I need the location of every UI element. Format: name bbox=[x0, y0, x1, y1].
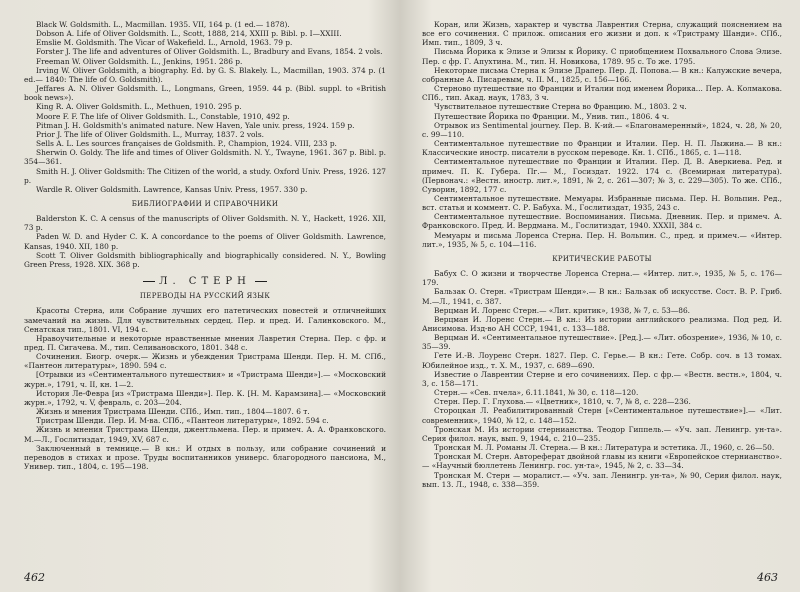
bibliography-entry: Moore F. F. The life of Oliver Goldsmith. L., Constable, 1910, 492 p. bbox=[36, 111, 290, 121]
bibliography-entry: Sherwin O. Goldy. The life and times of Oliver Goldsmith. N. Y., Twayne, 1961. 367 p. Bibl. p. 354—361. bbox=[24, 148, 386, 167]
page-number-right: 463 bbox=[757, 570, 778, 584]
translations-heading: ПЕРЕВОДЫ НА РУССКИЙ ЯЗЫК bbox=[139, 292, 271, 301]
bibliography-entry: Тронская М. Л. Романы Л. Стерна.— В кн.: Литература и эстетика. Л., 1960, с. 26—50. bbox=[434, 443, 775, 453]
bibliography-entry: Forster J. The life and adventures of Oliver Goldsmith. L., Bradbury and Evans, 1854. 2 vols. bbox=[36, 47, 383, 57]
bibliography-entry: Irving W. Oliver Goldsmith, a biography. Ed. by G. S. Blakely. L., Macmillan, 1903. 374 p. (1 ed.— 1840: The life of O. Goldsmith). bbox=[24, 65, 386, 84]
bibliography-entry: Dobson A. Life of Oliver Goldsmith. L., Scott, 1888, 214, XXIII p. Bibl. p. I—XXIII. bbox=[36, 29, 342, 39]
bibliography-entry: Sells A. L. Les sources françaises de Goldsmith. P., Champion, 1924. VIII, 233 p. bbox=[36, 139, 337, 149]
bibliography-entry: Некоторые письма Стерна к Элизе Драпер. Пер. Д. Попова.— В кн.: Калужские вечера, собранные А. Писаревым, ч. II. М., 1825, с. 156—166. bbox=[422, 65, 782, 84]
translations-continued-list bbox=[422, 20, 782, 249]
bibliography-entry: Бабух С. О жизни и творчестве Лоренса Стерна.— «Интер. лит.», 1935, № 5, с. 176—179. bbox=[422, 269, 782, 288]
bibliography-entry: Гете И.-В. Лоуренс Стерн. 1827. Пер. С. Герье.— В кн.: Гете. Собр. соч. в 13 томах. Юбилейное изд., т. Х. М., 1937, с. 689—690. bbox=[422, 351, 782, 370]
bibliography-entry: Коран, или Жизнь, характер и чувства Лаврентия Стерна, служащий пояснением на все его сочинения. С прилож. описания его жизни и доп. к «Тристраму Шанди». СПб., Имп. тип., 1809, 3 ч. bbox=[422, 20, 782, 48]
bibliography-entry: Жизнь и мнения Тристрама Шенди. СПб., Имп. тип., 1804—1807. 6 т. bbox=[36, 407, 310, 417]
bibliography-entry: Freeman W. Oliver Goldsmith. L., Jenkins, 1951. 286 p. bbox=[36, 56, 243, 66]
bibliography-entry: Scott T. Oliver Goldsmith bibliographically and biographically considered. N. Y., Bowling Green Press, 1928. XIX. 368 p. bbox=[24, 250, 386, 269]
criticism-list bbox=[422, 269, 782, 489]
bibliography-entry: Мемуары и письма Лоренса Стерна. Пер. Н. Вольпин. С., пред. и примеч.— «Интер. лит.», 1935, № 5, с. 104—116. bbox=[422, 230, 782, 249]
bibliography-entry: Чувствительное путешествие Стерна во Францию. М., 1803. 2 ч. bbox=[434, 102, 687, 112]
bibliography-entry: Сентиментальное путешествие. Воспоминания. Письма. Дневник. Пер. и примеч. А. Франковского. Пред. И. Вердмана. М., Гослитиздат, 1940. XXXII, 384 с. bbox=[422, 212, 782, 231]
bibliography-entry: Отрывок из Sentimental journey. Пер. В. К-ий.— «Благонамеренный», 1824, ч. 28, № 20, с. 99—110. bbox=[422, 120, 782, 139]
criticism-heading: КРИТИЧЕСКИЕ РАБОТЫ bbox=[552, 254, 652, 263]
right-page bbox=[400, 0, 800, 592]
goldsmith-monographs-list bbox=[24, 20, 386, 194]
bibliography-entry: Известие о Лаврентии Стерне и его сочинениях. Пер. с фр.— «Вестн. вестн.», 1804, ч. 3, с. 158—171. bbox=[422, 369, 782, 388]
bibliography-entry: Сентиментальное путешествие по Франции и Италии. Пер. Д. В. Аверкиева. Ред. и примеч. П. К. Губера. Пг.— М., Госиздат. 1922. 174 с. (Всемирная литература). (Первонач.: «Вестн. иностр. лит.», 1891, № 2, с. 261—307; № 3, с. 229—305). То же. СПб., Суворин, 1892, 177 с. bbox=[422, 157, 782, 194]
bibliography-entry: Jeffares A. N. Oliver Goldsmith. L., Longmans, Green, 1959. 44 p. (Bibl. suppl. to «British book news»). bbox=[24, 84, 386, 103]
bibliography-entry: Нравоучительные и некоторые нравственные мнения Лавретия Стерна. Пер. с фр. и пред. П. Сигачева. М., тип. Селивановского, 1801. 348 с. bbox=[24, 333, 386, 352]
bibliography-entry: Красоты Стерна, или Собрание лучших его патетических повестей и отличнейших замечаний на жизнь. Для чувствительных сердец. Пер. и пред. И. Галинковского. М., Сенатская тип., 1801. VI, 194 с. bbox=[24, 306, 386, 334]
bibliography-entry: Emslie M. Goldsmith. The Vicar of Wakefield. L., Arnold, 1963. 79 p. bbox=[36, 38, 293, 48]
bibliography-entry: Balderston K. C. A census of the manuscripts of Oliver Goldsmith. N. Y., Hackett, 1926. XII, 73 p. bbox=[24, 214, 386, 233]
bibliography-entry: Сентиментальное путешествие. Мемуары. Избранные письма. Пер. Н. Вольпин. Ред., вст. статья и коммент. С. Р. Бабуха. М., Гослитиздат, 1935, 243 с. bbox=[422, 193, 782, 213]
bibliography-entry: Стерн.— «Сев. пчела», 6.11.1841, № 30, с. 118—120. bbox=[434, 388, 639, 398]
translations-list bbox=[24, 306, 386, 471]
bibliography-entry: Верцман И. Лоренс Стерн.— В кн.: Из истории английского реализма. Под ред. И. Анисимова. Изд-во АН СССР, 1941, с. 133—188. bbox=[422, 314, 782, 333]
bibliography-entry: Стороцкая Л. Реабилитированный Стерн [«Сентиментальное путешествие»].— «Лит. современник», 1940, № 12, с. 148—152. bbox=[422, 406, 782, 425]
bibliography-entry: Стерново путешествие по Франции и Италии под именем Йорика... Пер. А. Колмакова. СПб., тип. Акад. наук, 1783, 3 ч. bbox=[422, 84, 782, 103]
bibliography-entry: Сентиментальное путешествие по Франции и Италии. Пер. Н. П. Лыжина.— В кн.: Классические иностр. писатели в русском переводе. Кн. 1. СПб., 1865, с. 1—118. bbox=[422, 139, 782, 158]
title-divider-left bbox=[143, 281, 155, 282]
bibliography-entry: Путешествие Йорика по Франции. М., Унив. тип., 1806. 4 ч. bbox=[434, 111, 670, 121]
bibliography-entry: Wardle R. Oliver Goldsmith. Lawrence, Kansas Univ. Press, 1957. 330 p. bbox=[36, 184, 308, 194]
sterne-section-title-text: Л. СТЕРН bbox=[159, 276, 251, 288]
bibliography-entry: Pitman J. H. Goldsmith's animated nature. New Haven, Yale univ. press, 1924. 159 p. bbox=[36, 120, 355, 130]
bibliography-entry: История Ле-Февра [из «Тристрама Шенди»]. Пер. К. [Н. М. Карамзина].— «Московский журн.», 1792, ч. V, февраль, с. 203—204. bbox=[24, 388, 386, 407]
bibliography-entry: Заключенный в темнице.— В кн.: И отдых в пользу, или собрание сочинений и переводов в стихах и прозе. Труды воспитанников универс. благородного пансиона, М., Универ. тип., 1804, с. 195—198. bbox=[24, 443, 386, 472]
bibliography-entry: Smith H. J. Oliver Goldsmith: The Citizen of the world, a study. Oxford Univ. Press, 1926. 127 p. bbox=[24, 166, 386, 185]
title-divider-right bbox=[255, 281, 267, 282]
bibliography-entry: Бальзак О. Стерн. «Тристрам Шенди».— В кн.: Бальзак об искусстве. Сост. В. Р. Гриб. М.—Л., 1941, с. 387. bbox=[422, 287, 782, 306]
sterne-section-title bbox=[24, 277, 386, 286]
bibliography-list bbox=[24, 214, 386, 269]
page-number-left: 462 bbox=[24, 570, 45, 584]
bibliography-entry: [Отрывки из «Сентиментального путешествия» и «Тристрама Шенди»].— «Московский журн.», 1791, ч. II, кн. 1—2. bbox=[24, 370, 386, 389]
bibliography-entry: Верцман И. «Сентиментальное путешествие». [Ред.].— «Лит. обозрение», 1936, № 10, с. 35—39. bbox=[422, 333, 782, 352]
bibliography-entry: Тронская М. Стерн — моралист.— «Уч. зап. Ленингр. ун-та», № 90, Серия филол. наук, вып. 13. Л., 1948, с. 338—359. bbox=[422, 470, 782, 489]
bibliography-entry: Paden W. D. and Hyder C. K. A concordance to the poems of Oliver Goldsmith. Lawrence, Kansas, 1940. XII, 180 p. bbox=[24, 232, 386, 251]
bibliography-entry: Black W. Goldsmith. L., Macmillan. 1935. VII, 164 p. (1 ed.— 1878). bbox=[36, 20, 290, 29]
bibliography-entry: Письма Йорика к Элизе и Элизы к Йорику. С приобщением Похвального Слова Элизе. Пер. с фр. Г. Апухтина. М., тип. Н. Новикова, 1789. 95 с. То же. 1795. bbox=[422, 47, 782, 66]
bibliography-entry: Тристрам Шенди. Пер. И. М-ва. СПб., «Пантеон литературы», 1892. 594 с. bbox=[36, 416, 329, 426]
bibliography-entry: Тронская М. Стерн. Автореферат двойной главы из книги «Европейское стернианство».— «Научный бюллетень Ленингр. гос. ун-та», 1945, № 2, с. 33—34. bbox=[422, 452, 782, 471]
bibliography-entry: Тронская М. Из истории стернианства. Теодор Гиппель.— «Уч. зап. Ленингр. ун-та». Серия филол. наук, вып. 9, 1944, с. 210—235. bbox=[422, 424, 782, 443]
bibliography-heading: БИБЛИОГРАФИИ И СПРАВОЧНИКИ bbox=[131, 199, 279, 208]
bibliography-entry: King R. A. Oliver Goldsmith. L., Methuen, 1910. 295 p. bbox=[36, 102, 242, 112]
bibliography-entry: Верцман И. Лоренс Стерн.— «Лит. критик», 1938, № 7, с. 53—86. bbox=[434, 305, 691, 315]
bibliography-entry: Prior J. The life of Oliver Goldsmith. L., Murray, 1837. 2 vols. bbox=[36, 129, 265, 139]
bibliography-entry: Сочинения. Биогр. очерк.— Жизнь и убеждения Тристрама Шенди. Пер. Н. М. СПб., «Пантеон литературы», 1890. 594 с. bbox=[24, 352, 386, 371]
bibliography-entry: Жизнь и мнения Тристрама Шенди, джентльмена. Пер. и примеч. А. А. Франковского. М.—Л., Гослитиздат, 1949, XV, 687 с. bbox=[24, 425, 386, 444]
bibliography-entry: Стерн. Пер. Г. Глухова.— «Цветник», 1810, ч. 7, № 8, с. 228—236. bbox=[434, 397, 691, 407]
